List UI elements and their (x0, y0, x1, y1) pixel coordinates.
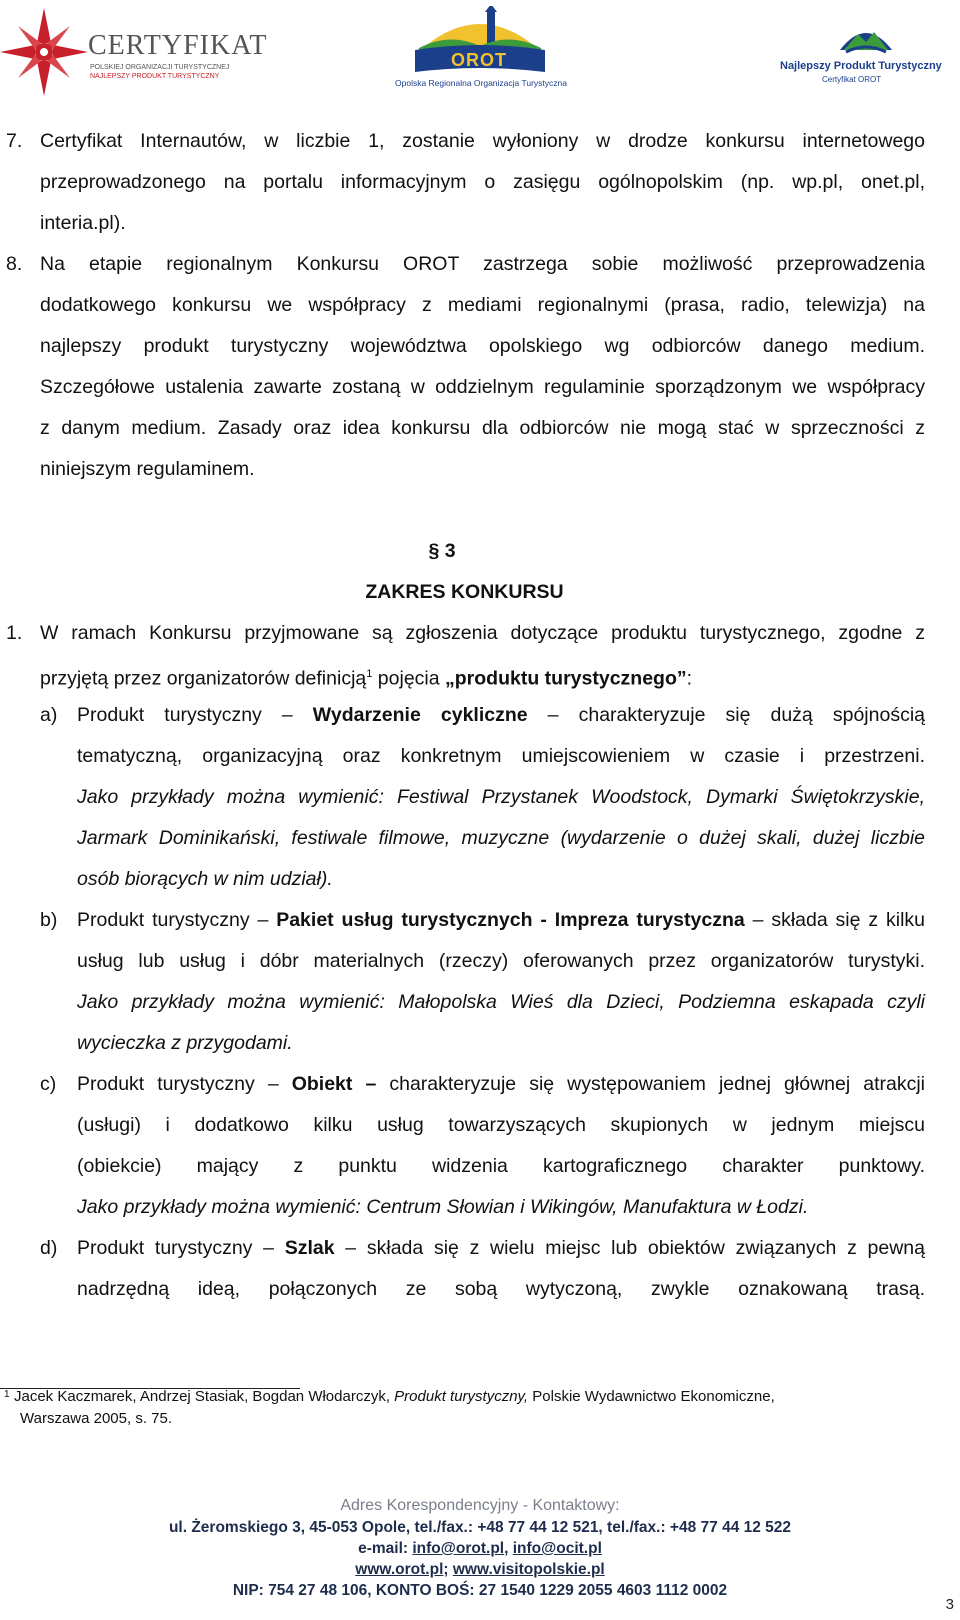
email-link-ocit[interactable]: info@ocit.pl (512, 1540, 602, 1557)
sub-c-marker: c) (40, 1073, 57, 1095)
certyfikat-subtitle-2: NAJLEPSZY PRODUKT TURYSTYCZNY (90, 73, 220, 80)
sub-b-line-1 (77, 899, 925, 941)
section-title: ZAKRES KONKURSU (365, 581, 564, 603)
section-number: § 3 (428, 540, 456, 562)
sub-c-desc: charakteryzuje się występowaniem jednej głównej atrakcji (376, 1073, 925, 1095)
orot-logo (395, 6, 567, 90)
sub-b-line-4: wycieczka z przygodami. (77, 1032, 293, 1054)
para-1-text-mid: pojęcia (372, 667, 446, 690)
footer-nip: NIP: 754 27 48 106, KONTO BOŚ: 27 1540 1229 2055 4603 1112 0002 (232, 1582, 728, 1599)
sub-b-lead: Produkt turystyczny – (77, 909, 277, 931)
email-link-orot[interactable]: info@orot.pl (412, 1540, 505, 1557)
npt-title: Najlepszy Produkt Turystyczny (780, 60, 942, 72)
sub-c-term: Obiekt – (291, 1073, 377, 1095)
item-8-line-3: najlepszy produkt turystyczny województwa opolskiego wg odbiorców danego medium. (40, 335, 925, 357)
sub-c-line-4: Jako przykłady można wymienić: Centrum Słowian i Wikingów, Manufaktura w Łodzi. (77, 1196, 809, 1218)
item-8-line-6: niniejszym regulaminem. (40, 458, 255, 480)
mountain-emblem-icon (836, 20, 896, 56)
sub-d-line-1 (77, 1227, 925, 1269)
para-1-colon: : (686, 667, 693, 690)
sub-d-lead: Produkt turystyczny – (77, 1237, 285, 1259)
orot-name: OROT (451, 50, 507, 70)
para-1-line-1: W ramach Konkursu przyjmowane są zgłoszenia dotyczące produktu turystycznego, zgodne z (40, 622, 925, 644)
sub-a-lead: Produkt turystyczny – (77, 704, 313, 726)
email-label: e-mail: (358, 1540, 413, 1557)
sub-a-term: Wydarzenie cykliczne (312, 704, 528, 726)
sub-b-line-3: Jako przykłady można wymienić: Małopolska Wieś dla Dzieci, Podziemna eskapada czyli (77, 991, 925, 1013)
footnote-line-2: Warszawa 2005, s. 75. (20, 1410, 173, 1427)
page-header (0, 0, 960, 110)
footnote-line-1 (14, 1386, 775, 1408)
web-link-visitopolskie[interactable]: www.visitopolskie.pl (452, 1561, 605, 1578)
footnote-authors: Jacek Kaczmarek, Andrzej Stasiak, Bogdan Włodarczyk, (14, 1388, 395, 1405)
sub-b-marker: b) (40, 909, 58, 931)
certyfikat-subtitle-1: POLSKIEJ ORGANIZACJI TURYSTYCZNEJ (90, 64, 230, 71)
certyfikat-title: CERTYFIKAT (88, 30, 268, 61)
item-7-line-1: Certyfikat Internautów, w liczbie 1, zostanie wyłoniony w drodze konkursu internetowego (40, 130, 925, 152)
footer-web-line (0, 1560, 960, 1580)
sub-d-desc: – składa się z wielu miejsc lub obiektów związanych z pewną (334, 1237, 926, 1259)
item-8-line-5: z danym medium. Zasady oraz idea konkursu dla odbiorców nie mogą stać w sprzeczności z (40, 417, 925, 439)
orot-subtitle: Opolska Regionalna Organizacja Turystyczna (395, 78, 567, 88)
footnote-book-title: Produkt turystyczny, (394, 1388, 529, 1405)
footnote-ref: 1 (366, 668, 373, 680)
certyfikat-logo (0, 4, 268, 100)
sub-a-line-3: Jako przykłady można wymienić: Festiwal Przystanek Woodstock, Dymarki Świętokrzyskie, (77, 786, 925, 808)
item-8-number: 8. (6, 253, 23, 275)
sub-c-line-1 (77, 1063, 925, 1105)
sub-a-marker: a) (40, 704, 58, 726)
sub-a-line-4: Jarmark Dominikański, festiwale filmowe, muzyczne (wydarzenie o dużej skali, dużej liczbie (77, 827, 925, 849)
item-8-line-1: Na etapie regionalnym Konkursu OROT zastrzega sobie możliwość przeprowadzenia (40, 253, 925, 275)
sub-d-line-2: nadrzędną ideą, połączonych ze sobą wytyczoną, zwykle oznakowaną trasą. (77, 1278, 925, 1300)
sub-b-desc: – składa się z kilku (744, 909, 925, 931)
email-separator: , (504, 1540, 513, 1557)
sub-a-line-1 (77, 694, 925, 736)
sub-d-marker: d) (40, 1237, 58, 1259)
para-1-term: „produktu turystycznego” (445, 667, 687, 690)
sub-a-desc: – charakteryzuje się dużą spójnością (527, 704, 925, 726)
npt-logo (780, 20, 950, 90)
item-7-line-2: przeprowadzonego na portalu informacyjnym o zasięgu ogólnopolskim (np. wp.pl, onet.pl, (40, 171, 925, 193)
sub-c-lead: Produkt turystyczny – (77, 1073, 292, 1095)
web-separator: ; (443, 1561, 453, 1578)
page-number: 3 (945, 1596, 954, 1613)
footer-address: ul. Żeromskiego 3, 45-053 Opole, tel./fax.: +48 77 44 12 521, tel./fax.: +48 77 44 12 522 (168, 1519, 792, 1536)
footer-email-line (0, 1539, 960, 1559)
web-link-orot[interactable]: www.orot.pl (355, 1561, 444, 1578)
sub-d-term: Szlak (284, 1237, 335, 1259)
item-7-number: 7. (6, 130, 23, 152)
para-1-line-2 (40, 653, 692, 695)
footnote-publisher: Polskie Wydawnictwo Ekonomiczne, (528, 1388, 775, 1405)
sub-b-line-2: usług lub usług i dóbr materialnych (rzeczy) oferowanych przez organizatorów turystyki. (77, 950, 925, 972)
sub-c-line-3: (obiekcie) mający z punktu widzenia kartograficznego charakter punktowy. (77, 1155, 925, 1177)
para-1-text: przyjętą przez organizatorów definicją (40, 667, 367, 690)
para-1-number: 1. (6, 622, 23, 644)
sub-b-term: Pakiet usług turystycznych - Impreza turystyczna (276, 909, 745, 931)
item-8-line-2: dodatkowego konkursu we współpracy z mediami regionalnymi (prasa, radio, telewizja) na (40, 294, 925, 316)
footnote-number: 1 (4, 1389, 10, 1400)
npt-subtitle: Certyfikat OROT (822, 75, 882, 84)
sub-a-line-2: tematyczną, organizacyjną oraz konkretnym umiejscowieniem w czasie i przestrzeni. (77, 745, 925, 767)
footer-heading: Adres Korespondencyjny - Kontaktowy: (340, 1497, 620, 1514)
item-7-line-3: interia.pl). (40, 212, 126, 234)
star-emblem-icon (0, 4, 90, 100)
sub-c-line-2: (usługi) i dodatkowo kilku usług towarzyszących skupionych w jednym miejscu (77, 1114, 925, 1136)
item-8-line-4: Szczegółowe ustalenia zawarte zostaną w oddzielnym regulaminie sporządzonym we współpracy (40, 376, 925, 398)
sub-a-line-5: osób biorących w nim udział). (77, 868, 333, 890)
